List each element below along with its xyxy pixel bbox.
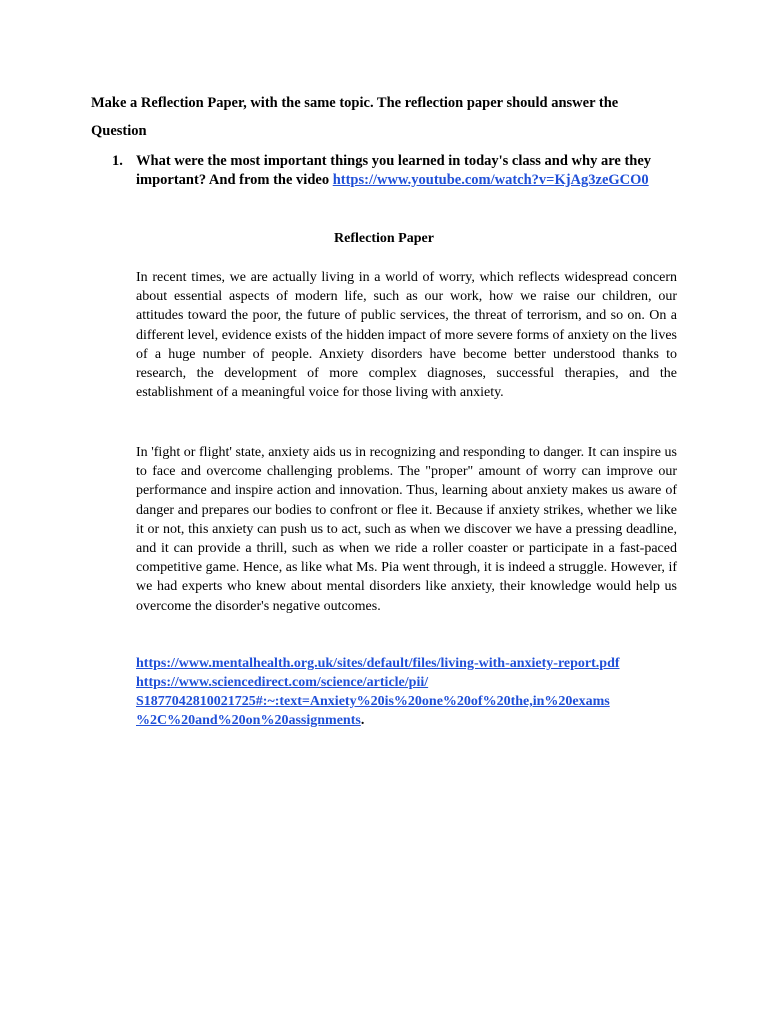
- reference-link-sciencedirect-line-3[interactable]: %2C%20and%20on%20assignments: [136, 713, 361, 728]
- instruction-question-label: Question: [91, 123, 147, 139]
- reference-link-sciencedirect-line-1[interactable]: https://www.sciencedirect.com/science/article/pii/: [136, 675, 429, 690]
- video-link[interactable]: https://www.youtube.com/watch?v=KjAg3zeGCO0: [332, 172, 649, 188]
- reference-link-sciencedirect-line-2[interactable]: S1877042810021725#:~:text=Anxiety%20is%20one%20of%20the,in%20exams: [136, 694, 610, 709]
- question-text-block: [136, 152, 692, 190]
- reference-last-line: [136, 711, 696, 730]
- paper-title: Reflection Paper: [334, 231, 434, 246]
- instruction-line: Make a Reflection Paper, with the same topic. The reflection paper should answer the: [91, 95, 619, 111]
- reference-period: .: [360, 713, 365, 728]
- question-number: 1.: [112, 153, 123, 169]
- question-text: What were the most important things you learned in today's class and why are they important? And from the video: [136, 153, 652, 188]
- paragraph-1: In recent times, we are actually living in a world of worry, which reflects widespread concern about essential aspects of modern life, such as our work, how we raise our children, our attitudes toward the poor, the future of public services, the threat of terrorism, and so on. On a different level, evidence exists of the hidden impact of more severe forms of anxiety on the lives of a huge number of people. Anxiety disorders have become better understood thanks to research, the development of more complex diagnoses, successful therapies, and the establishment of a meaningful voice for those living with anxiety.: [136, 270, 677, 401]
- paragraph-2: In 'fight or flight' state, anxiety aids us in recognizing and responding to danger. It can inspire us to face and overcome challenging problems. The "proper" amount of worry can improve our performance and inspire action and innovation. Thus, learning about anxiety makes us aware of danger and prepares our bodies to confront or flee it. Because if anxiety strikes, whether we like it or not, this anxiety can push us to act, such as when we discover we have a pressing deadline, and it can provide a thrill, such as when we ride a roller coaster or participate in a fast-paced competitive game. Hence, as like what Ms. Pia went through, it is indeed a struggle. However, if we had experts who knew about mental disorders like anxiety, their knowledge would help us overcome the disorder's negative outcomes.: [136, 445, 677, 614]
- reference-link-mentalhealth[interactable]: https://www.mentalhealth.org.uk/sites/default/files/living-with-anxiety-report.pdf: [136, 656, 620, 671]
- question-item: [112, 152, 692, 190]
- references: [136, 654, 696, 730]
- instructions: [91, 92, 691, 142]
